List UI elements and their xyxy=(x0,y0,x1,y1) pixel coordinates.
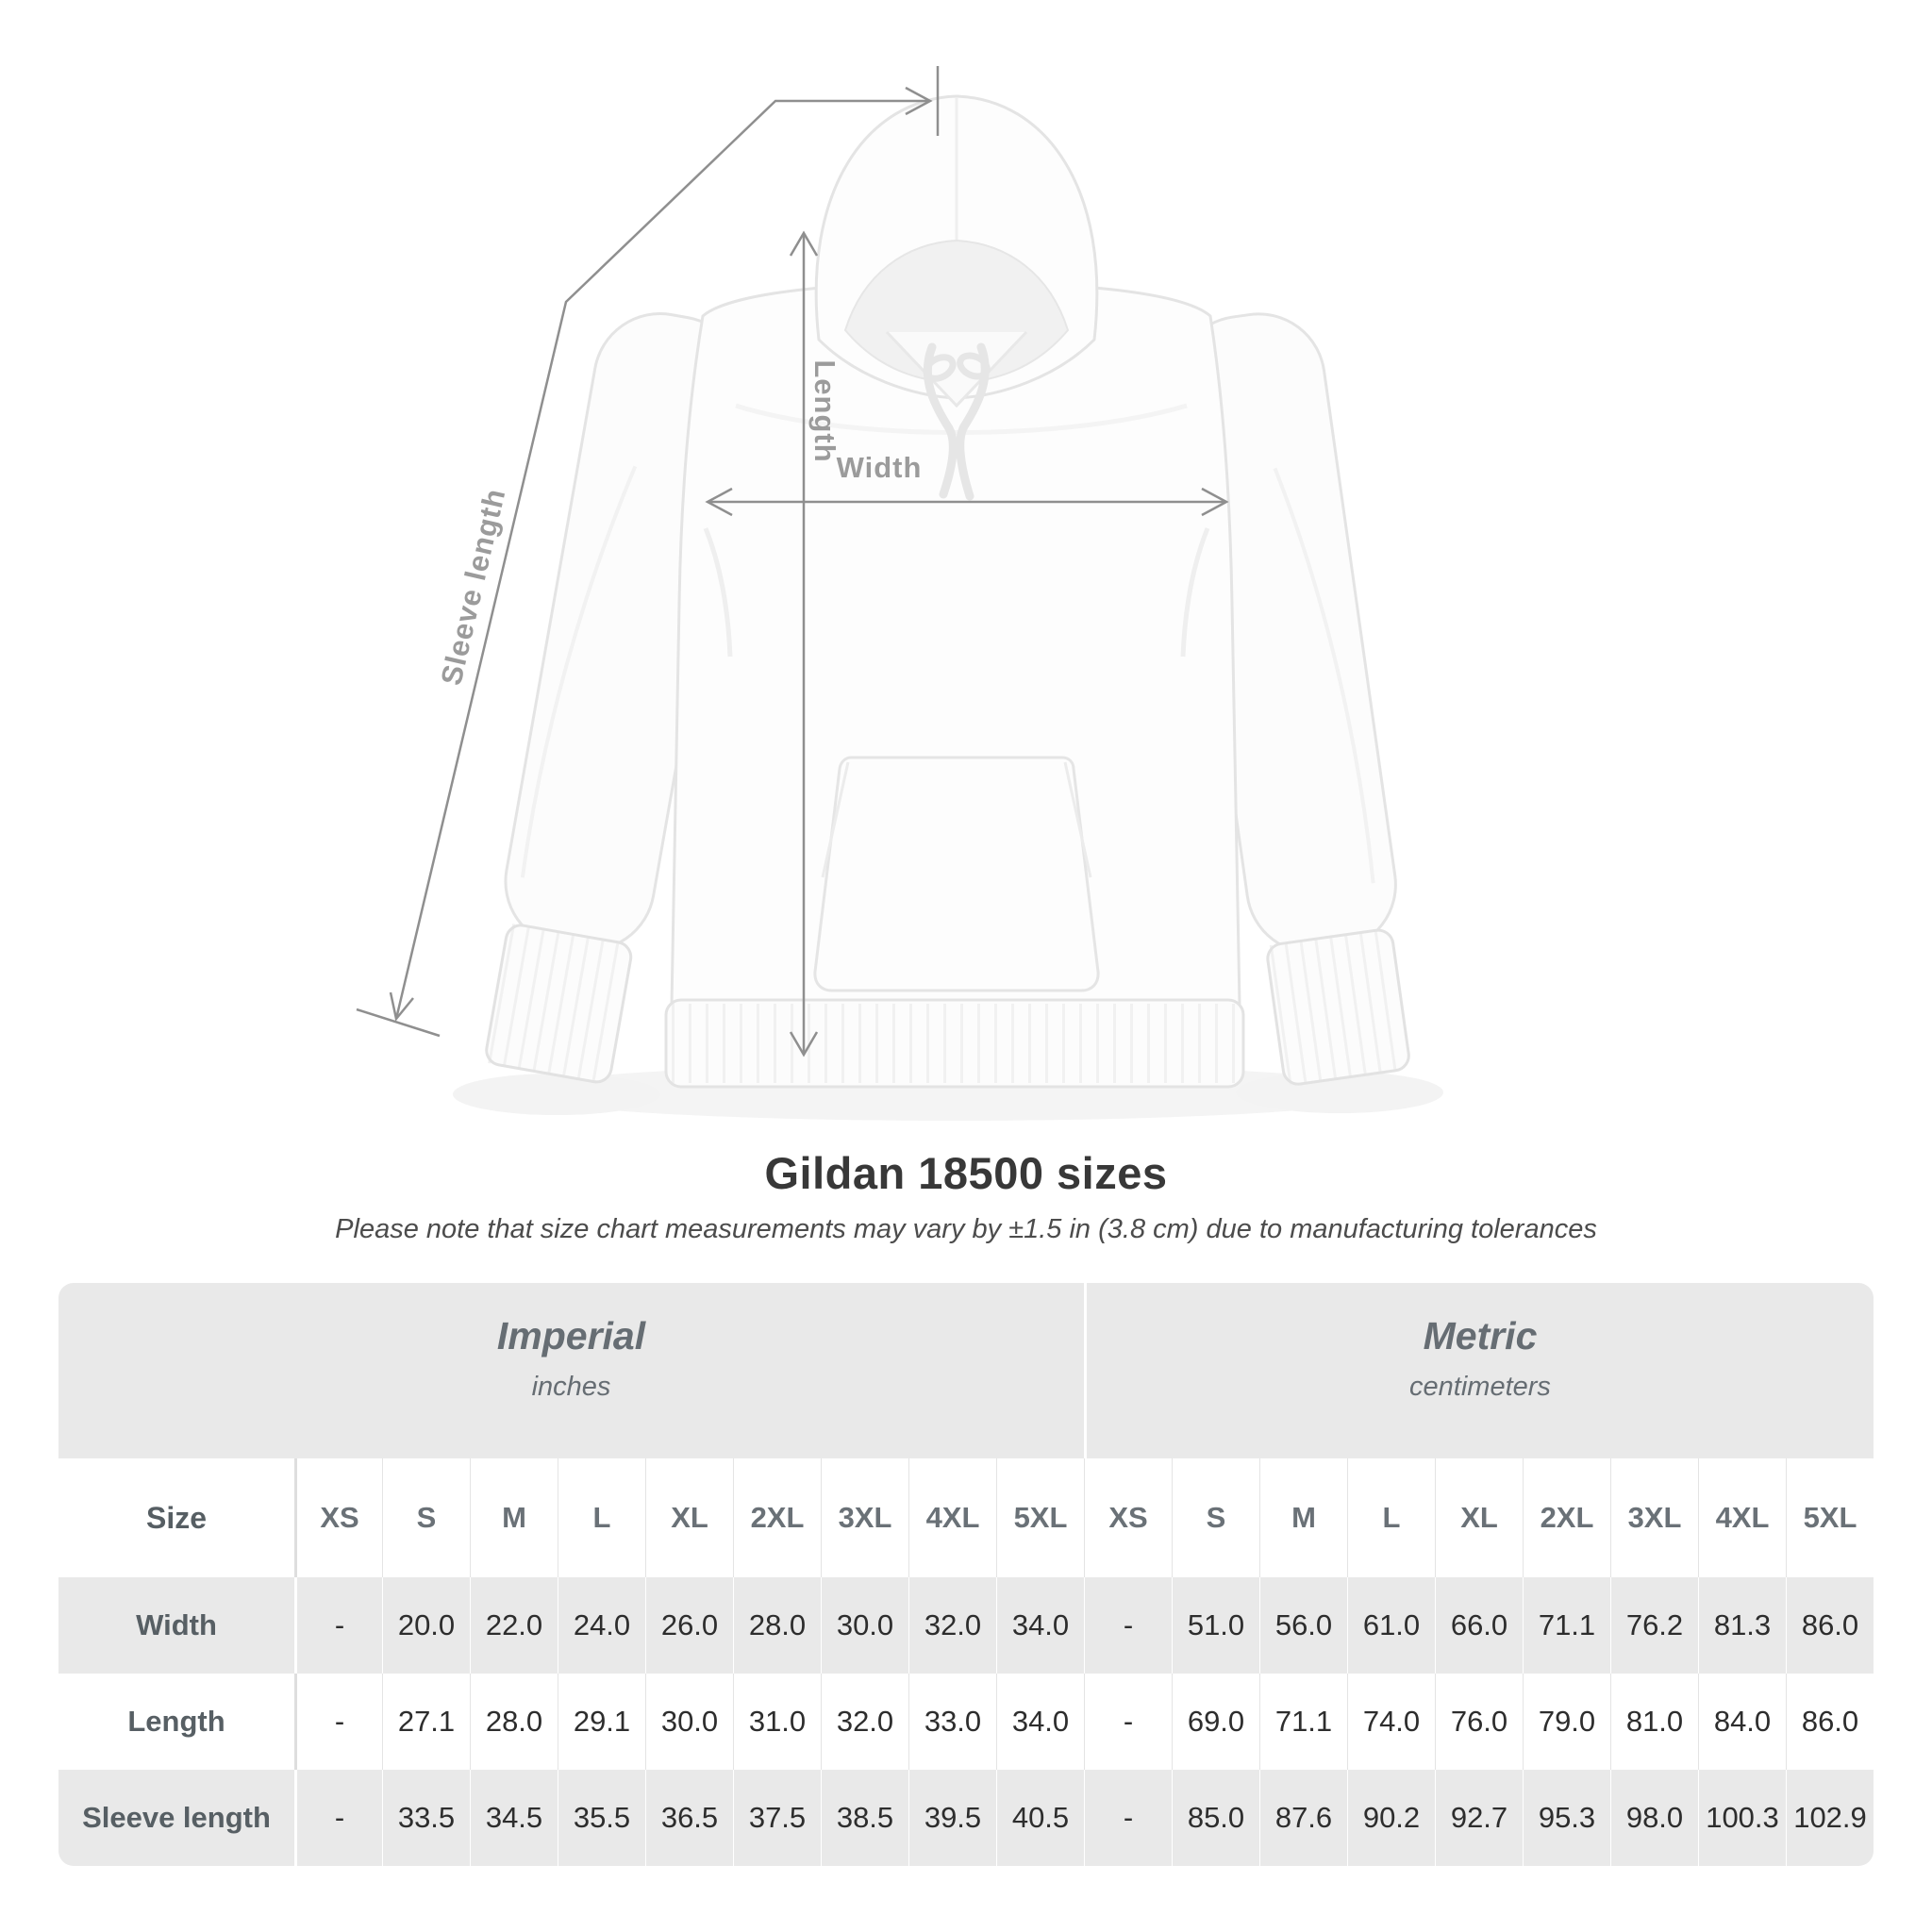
cell-value: - xyxy=(1084,1577,1172,1674)
size-column-header-imperial-xl: XL xyxy=(645,1458,733,1577)
cell-value: 81.0 xyxy=(1610,1674,1698,1770)
cell-value: 29.1 xyxy=(558,1674,645,1770)
width-label: Width xyxy=(836,451,923,484)
cell-value: 74.0 xyxy=(1347,1674,1435,1770)
cell-value: 100.3 xyxy=(1698,1770,1786,1866)
cell-value: - xyxy=(294,1770,382,1866)
imperial-unit-header xyxy=(58,1283,1084,1458)
cell-value: 33.0 xyxy=(908,1674,996,1770)
cell-value: 84.0 xyxy=(1698,1674,1786,1770)
cell-value: 79.0 xyxy=(1523,1674,1610,1770)
cell-value: 66.0 xyxy=(1435,1577,1523,1674)
table-row xyxy=(58,1577,1874,1674)
cell-value: 30.0 xyxy=(821,1577,908,1674)
cell-value: 87.6 xyxy=(1259,1770,1347,1866)
size-column-header-metric-xl: XL xyxy=(1435,1458,1523,1577)
cell-value: 86.0 xyxy=(1786,1674,1874,1770)
cell-value: 31.0 xyxy=(733,1674,821,1770)
cell-value: 92.7 xyxy=(1435,1770,1523,1866)
size-column-header-imperial-m: M xyxy=(470,1458,558,1577)
cell-value: 20.0 xyxy=(382,1577,470,1674)
cell-value: 38.5 xyxy=(821,1770,908,1866)
size-column-header-metric-m: M xyxy=(1259,1458,1347,1577)
size-table xyxy=(58,1283,1874,1866)
row-label: Length xyxy=(127,1705,225,1738)
cell-value: 32.0 xyxy=(821,1674,908,1770)
size-header-row xyxy=(58,1458,1874,1577)
cell-value: 28.0 xyxy=(470,1674,558,1770)
length-label: Length xyxy=(808,359,841,463)
cell-value: - xyxy=(294,1577,382,1674)
cell-value: 30.0 xyxy=(645,1674,733,1770)
size-column-header-metric-xs: XS xyxy=(1084,1458,1172,1577)
table-row xyxy=(58,1674,1874,1770)
cell-value: 33.5 xyxy=(382,1770,470,1866)
size-column-header-metric-s: S xyxy=(1172,1458,1259,1577)
cell-value: 40.5 xyxy=(996,1770,1084,1866)
cell-value: 76.0 xyxy=(1435,1674,1523,1770)
cell-value: 81.3 xyxy=(1698,1577,1786,1674)
size-column-header-metric-4xl: 4XL xyxy=(1698,1458,1786,1577)
cell-value: 24.0 xyxy=(558,1577,645,1674)
cell-value: 69.0 xyxy=(1172,1674,1259,1770)
cell-value: 34.0 xyxy=(996,1577,1084,1674)
size-column-header-imperial-l: L xyxy=(558,1458,645,1577)
size-column-header-imperial-s: S xyxy=(382,1458,470,1577)
cell-value: 71.1 xyxy=(1523,1577,1610,1674)
row-label: Sleeve length xyxy=(82,1801,271,1834)
size-column-header-metric-2xl: 2XL xyxy=(1523,1458,1610,1577)
cell-value: 34.0 xyxy=(996,1674,1084,1770)
cell-value: 26.0 xyxy=(645,1577,733,1674)
size-column-header-imperial-3xl: 3XL xyxy=(821,1458,908,1577)
row-label: Width xyxy=(136,1608,217,1641)
cell-value: 22.0 xyxy=(470,1577,558,1674)
cell-value: 34.5 xyxy=(470,1770,558,1866)
cell-value: 86.0 xyxy=(1786,1577,1874,1674)
table-row xyxy=(58,1770,1874,1866)
size-column-header-imperial-xs: XS xyxy=(294,1458,382,1577)
title-block xyxy=(0,1147,1932,1245)
cell-value: 32.0 xyxy=(908,1577,996,1674)
page-subtitle: Please note that size chart measurements may vary by ±1.5 in (3.8 cm) due to manufacturing tolerances xyxy=(335,1214,1597,1244)
cell-value: 95.3 xyxy=(1523,1770,1610,1866)
cell-value: 35.5 xyxy=(558,1770,645,1866)
cell-value: 85.0 xyxy=(1172,1770,1259,1866)
cell-value: 71.1 xyxy=(1259,1674,1347,1770)
cell-value: 102.9 xyxy=(1786,1770,1874,1866)
size-column-header-metric-l: L xyxy=(1347,1458,1435,1577)
size-column-header-imperial-4xl: 4XL xyxy=(908,1458,996,1577)
size-column-header-metric-5xl: 5XL xyxy=(1786,1458,1874,1577)
cell-value: 98.0 xyxy=(1610,1770,1698,1866)
cell-value: 76.2 xyxy=(1610,1577,1698,1674)
cell-value: 51.0 xyxy=(1172,1577,1259,1674)
sleeve-length-label: Sleeve length xyxy=(434,485,512,689)
table-body xyxy=(58,1577,1874,1866)
hoodie-hem xyxy=(666,1000,1243,1087)
metric-unit-label: centimeters xyxy=(1409,1372,1551,1402)
imperial-unit-label: inches xyxy=(531,1372,611,1402)
cell-value: 61.0 xyxy=(1347,1577,1435,1674)
cell-value: 37.5 xyxy=(733,1770,821,1866)
hoodie-illustration xyxy=(473,96,1422,1088)
cell-value: 90.2 xyxy=(1347,1770,1435,1866)
units-header-row xyxy=(58,1283,1874,1458)
cell-value: - xyxy=(1084,1674,1172,1770)
metric-label: Metric xyxy=(1423,1314,1538,1357)
size-column-header-imperial-5xl: 5XL xyxy=(996,1458,1084,1577)
cell-value: - xyxy=(1084,1770,1172,1866)
cell-value: 56.0 xyxy=(1259,1577,1347,1674)
cell-value: - xyxy=(294,1674,382,1770)
hoodie-hood xyxy=(816,96,1097,406)
cell-value: 36.5 xyxy=(645,1770,733,1866)
cell-value: 28.0 xyxy=(733,1577,821,1674)
cell-value: 27.1 xyxy=(382,1674,470,1770)
hoodie-pocket xyxy=(815,758,1098,991)
size-column-header: Size xyxy=(145,1500,208,1535)
imperial-label: Imperial xyxy=(496,1314,646,1357)
metric-unit-header xyxy=(1084,1283,1874,1458)
size-column-header-imperial-2xl: 2XL xyxy=(733,1458,821,1577)
size-column-header-metric-3xl: 3XL xyxy=(1610,1458,1698,1577)
cell-value: 39.5 xyxy=(908,1770,996,1866)
page-title: Gildan 18500 sizes xyxy=(764,1148,1168,1198)
